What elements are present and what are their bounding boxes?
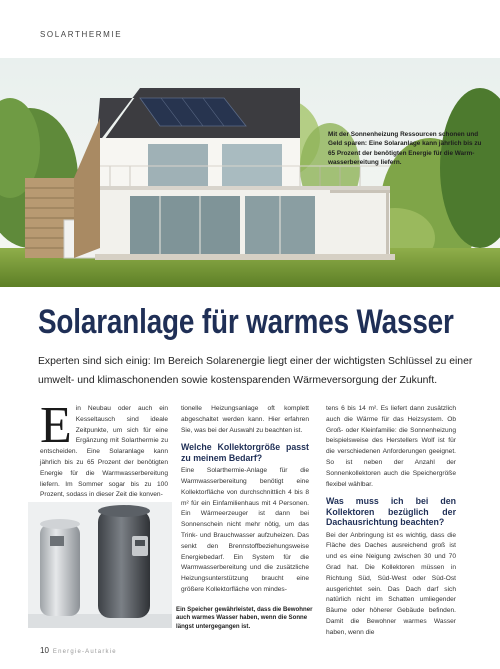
page-number: 10 bbox=[40, 646, 49, 655]
dropcap: E bbox=[40, 397, 72, 454]
magazine-name: Energie-Autarkie bbox=[52, 649, 117, 655]
tank-caption: Ein Speicher gewährleistet, dass die Bewohner auch warmes Wasser haben, wenn die Sonne längst untergegangen ist. bbox=[176, 606, 313, 630]
page-footer bbox=[40, 646, 117, 655]
hero-caption: Mit der Sonnenheizung Ressourcen schonen und Geld sparen: Eine Solaranlage kann jährlich bis zu 65 Prozent der benötigten Energie für die Warmwasserbereitung liefern. bbox=[328, 131, 482, 166]
column-1-text: in Neubau oder auch ein Kesseltausch sind ideale Zeitpunkte, um sich für eine Ergänzung mit Solarthermie zu entscheiden. Eine Solaranlage kann jährlich bis zu 65 Prozent der benötigten Energie für die Warmwasserbereitung liefern. Im Sommer sogar bis zu 100 Prozent, sodass in dieser Zeit die konven- bbox=[40, 405, 168, 499]
column-2 bbox=[181, 404, 309, 596]
column-3-text-2: Bei der Anbringung ist es wichtig, dass die Fläche des Daches ausreichend groß ist und es eine Neigung zwischen 30 und 70 Grad hat. Die Kollektoren müssen in Richtung Süd, Süd-West oder Süd-Ost ausgerichtet sein. Das Dach darf sich natürlich nicht im Schatten umliegender Bäume oder höherer Gebäude befinden. Damit die Bewohner warmes Wasser haben, wenn die bbox=[326, 531, 456, 636]
column-3-text-1: tens 6 bis 14 m². Es liefert dann zusätzlich auch die Wärme für das Heizsystem. Ob Groß- oder Kleinfamilie: die Sonnenheizung beispielsweise des Herstellers Wolf ist für die verschiedenen Anforderungen geeignet. So ist neben der Anzahl der Sonnenkollektoren auch die Speichergröße flexibel wählbar. bbox=[326, 405, 456, 488]
hero-house-image bbox=[0, 58, 500, 287]
subhead-roof-orientation: Was muss ich bei den Kollektoren bezüglich der Dachausrichtung beachten? bbox=[326, 496, 456, 528]
subhead-collector-size: Welche Kollektorgröße passt zu meinem Bedarf? bbox=[181, 442, 309, 463]
column-1 bbox=[40, 397, 168, 501]
lead-paragraph: Experten sind sich einig: Im Bereich Solarenergie liegt einer der wichtigsten Schlüssel zu einer umwelt- und klimaschonenden sowie kostensparenden Wärmeversorgung der Zukunft. bbox=[38, 356, 473, 386]
column-3 bbox=[326, 404, 456, 639]
section-label: SOLARTHERMIE bbox=[40, 30, 123, 39]
column-2-text-2: Eine Solarthermie-Anlage für die Warmwasserbereitung benötigt eine Kollektorfläche von durchschnittlich 4 bis 8 m² für ein Einfamilienhaus mit 4 Personen. Ein Wärmeerzeuger ist dann bei Sonnenschein nicht mehr nötig, um das Trink- und Brauchwasser aufzuheizen. Das senkt den Brennstoffbeziehungsweise Energiebedarf. Ein System für die Warmwasserbereitung und die zusätzliche Heizungsunterstützung braucht eine größere Kollektorfläche von mindes- bbox=[181, 467, 309, 593]
storage-tanks-image bbox=[28, 502, 172, 628]
article-title: Solaranlage für warmes Wasser bbox=[38, 303, 454, 341]
column-2-text-1: tionelle Heizungsanlage oft komplett abgeschaltet werden kann. Hier erfahren Sie, was bei der Auswahl zu beachten ist. bbox=[181, 405, 309, 434]
